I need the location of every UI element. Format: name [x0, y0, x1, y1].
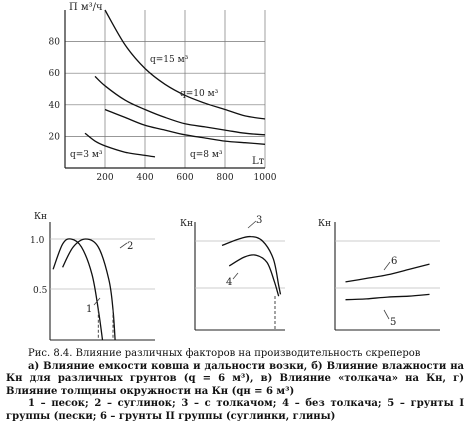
- panel-1-curve-2: [63, 239, 116, 340]
- curve-pointer-6: [384, 262, 390, 270]
- figure-caption: [6, 348, 464, 424]
- main-y-tick-label: 80: [48, 37, 60, 48]
- series-label-q8: q=8 м³: [190, 150, 223, 160]
- panel-b: [180, 215, 285, 330]
- curve-label-1: 1: [86, 304, 93, 315]
- panel-a-tick-05: 0.5: [33, 286, 48, 296]
- main-grid: [65, 10, 265, 168]
- main-series-line-1: [95, 76, 265, 134]
- panel-b-y-label: Кн: [180, 219, 193, 229]
- panel-c-y-label: Кн: [318, 219, 331, 229]
- main-x-tick-label: 600: [176, 173, 194, 183]
- caption-line-1: а) Влияние емкости ковша и дальности возки, б) Влияние влажности на Кн для различных грунтов (q = 6 м³), в) Влияние «толкача» на Кн, г) Влияние толщины окружности на Кн (qн = 6 м³): [6, 360, 464, 397]
- curve-label-5: 5: [390, 317, 397, 328]
- main-y-tick-label: 60: [48, 69, 60, 80]
- panel-3-curve-6: [346, 264, 430, 282]
- curve-pointer-3: [248, 221, 256, 228]
- curve-label-4: 4: [226, 277, 233, 288]
- main-x-tick-label: 200: [96, 173, 114, 183]
- panel-a-tick-1: 1.0: [30, 236, 45, 246]
- curve-pointer-5: [384, 310, 389, 319]
- main-y-tick-label: 20: [48, 132, 60, 143]
- caption-line-2: 1 – песок; 2 – суглинок; 3 – с толкачом; 4 – без толкача; 5 – грунты I группы (пески; 6 – грунты II группы (суглинки, глины): [6, 398, 464, 422]
- curve-label-6: 6: [391, 256, 398, 267]
- series-label-q10: q=10 м³: [180, 89, 219, 99]
- panel-3-curve-5: [346, 294, 430, 299]
- main-x-axis-label: Lт: [252, 156, 265, 167]
- panel-c: [318, 219, 440, 330]
- main-y-axis-label: П м³/ч: [69, 2, 103, 13]
- panel-a-y-label: Кн: [34, 212, 47, 222]
- panel-a: [30, 212, 155, 340]
- main-chart: [49, 2, 277, 183]
- main-x-tick-label: 400: [136, 173, 154, 183]
- panel-2-curve-4: [229, 255, 279, 296]
- curve-label-3: 3: [256, 215, 263, 226]
- curve-pointer-4: [233, 273, 238, 279]
- main-x-tick-label: 800: [216, 173, 234, 183]
- curve-label-2: 2: [127, 241, 134, 252]
- series-label-q3: q=3 м³: [70, 150, 103, 160]
- main-x-tick-label: 1000: [253, 173, 277, 183]
- panel-1-curve-1: [53, 239, 102, 340]
- series-label-q15: q=15 м³: [150, 55, 189, 65]
- main-y-tick-label: 40: [48, 100, 60, 111]
- curve-pointer-2: [120, 243, 127, 248]
- caption-title: Рис. 8.4. Влияние различных факторов на производительность скреперов: [28, 348, 421, 359]
